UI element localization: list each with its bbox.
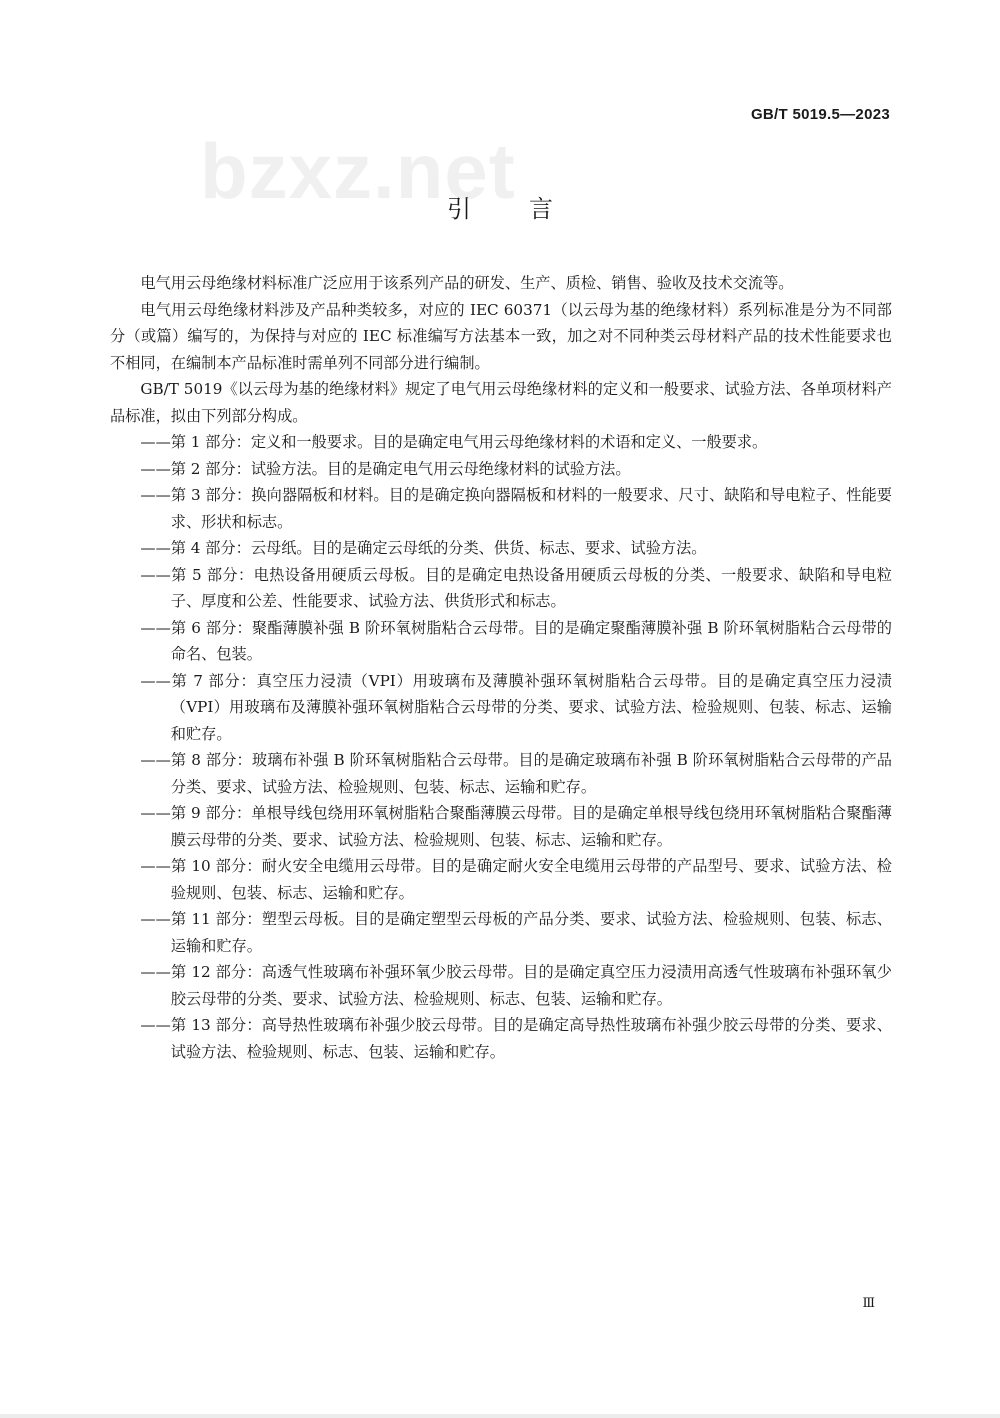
watermark: bzxz.net xyxy=(200,127,516,215)
list-item-part-4: ——第 4 部分：云母纸。目的是确定云母纸的分类、供货、标志、要求、试验方法。 xyxy=(140,539,707,557)
paragraph: 电气用云母绝缘材料标准广泛应用于该系列产品的研发、生产、质检、销售、验收及技术交流等。 xyxy=(140,274,794,292)
list-item-part-5: ——第 5 部分：电热设备用硬质云母板。目的是确定电热设备用硬质云母板的分类、一般要求、缺陷和导电粒子、厚度和公差、性能要求、试验方法、供货形式和标志。 xyxy=(140,565,892,610)
page-number: Ⅲ xyxy=(862,1296,875,1311)
list-item-part-1: ——第 1 部分：定义和一般要求。目的是确定电气用云母绝缘材料的术语和定义、一般要求。 xyxy=(140,433,768,451)
divider xyxy=(0,1414,1000,1418)
list-item-part-10: ——第 10 部分：耐火安全电缆用云母带。目的是确定耐火安全电缆用云母带的产品型号、要求、试验方法、检验规则、包装、标志、运输和贮存。 xyxy=(140,857,892,902)
page-title: 引言 xyxy=(447,195,611,223)
list-item-part-7: ——第 7 部分：真空压力浸渍（VPI）用玻璃布及薄膜补强环氧树脂粘合云母带。目的是确定真空压力浸渍（VPI）用玻璃布及薄膜补强环氧树脂粘合云母带的分类、要求、试验方法、检验规则、包装、标志、运输和贮存。 xyxy=(140,671,892,743)
list-item-part-8: ——第 8 部分：玻璃布补强 B 阶环氧树脂粘合云母带。目的是确定玻璃布补强 B 阶环氧树脂粘合云母带的产品分类、要求、试验方法、检验规则、包装、标志、运输和贮存。 xyxy=(140,751,892,796)
list-item-part-9: ——第 9 部分：单根导线包绕用环氧树脂粘合聚酯薄膜云母带。目的是确定单根导线包绕用环氧树脂粘合聚酯薄膜云母带的分类、要求、试验方法、检验规则、包装、标志、运输和贮存。 xyxy=(140,804,892,849)
list-item-part-13: ——第 13 部分：高导热性玻璃布补强少胶云母带。目的是确定高导热性玻璃布补强少胶云母带的分类、要求、试验方法、检验规则、标志、包装、运输和贮存。 xyxy=(140,1016,892,1061)
paragraph: GB/T 5019《以云母为基的绝缘材料》规定了电气用云母绝缘材料的定义和一般要求、试验方法、各单项材料产品标准，拟由下列部分构成。 xyxy=(110,380,892,425)
list-item-part-12: ——第 12 部分：高透气性玻璃布补强环氧少胶云母带。目的是确定真空压力浸渍用高透气性玻璃布补强环氧少胶云母带的分类、要求、试验方法、检验规则、标志、包装、运输和贮存。 xyxy=(140,963,892,1008)
paragraph: 电气用云母绝缘材料涉及产品种类较多，对应的 IEC 60371（以云母为基的绝缘材料）系列标准是分为不同部分（或篇）编写的，为保持与对应的 IEC 标准编写方法基本一致，加之对不同种类云母材料产品的技术性能要求也不相同，在编制本产品标准时需单列不同部分进行编制。 xyxy=(110,300,892,372)
list-item-part-3: ——第 3 部分：换向器隔板和材料。目的是确定换向器隔板和材料的一般要求、尺寸、缺陷和导电粒子、性能要求、形状和标志。 xyxy=(140,486,892,531)
list-item-part-11: ——第 11 部分：塑型云母板。目的是确定塑型云母板的产品分类、要求、试验方法、检验规则、包装、标志、运输和贮存。 xyxy=(140,910,892,955)
list-item-part-6: ——第 6 部分：聚酯薄膜补强 B 阶环氧树脂粘合云母带。目的是确定聚酯薄膜补强 B 阶环氧树脂粘合云母带的命名、包装。 xyxy=(140,618,892,663)
body-text xyxy=(110,270,892,1065)
standard-number: GB/T 5019.5—2023 xyxy=(750,106,890,123)
list-item-part-2: ——第 2 部分：试验方法。目的是确定电气用云母绝缘材料的试验方法。 xyxy=(140,459,631,478)
